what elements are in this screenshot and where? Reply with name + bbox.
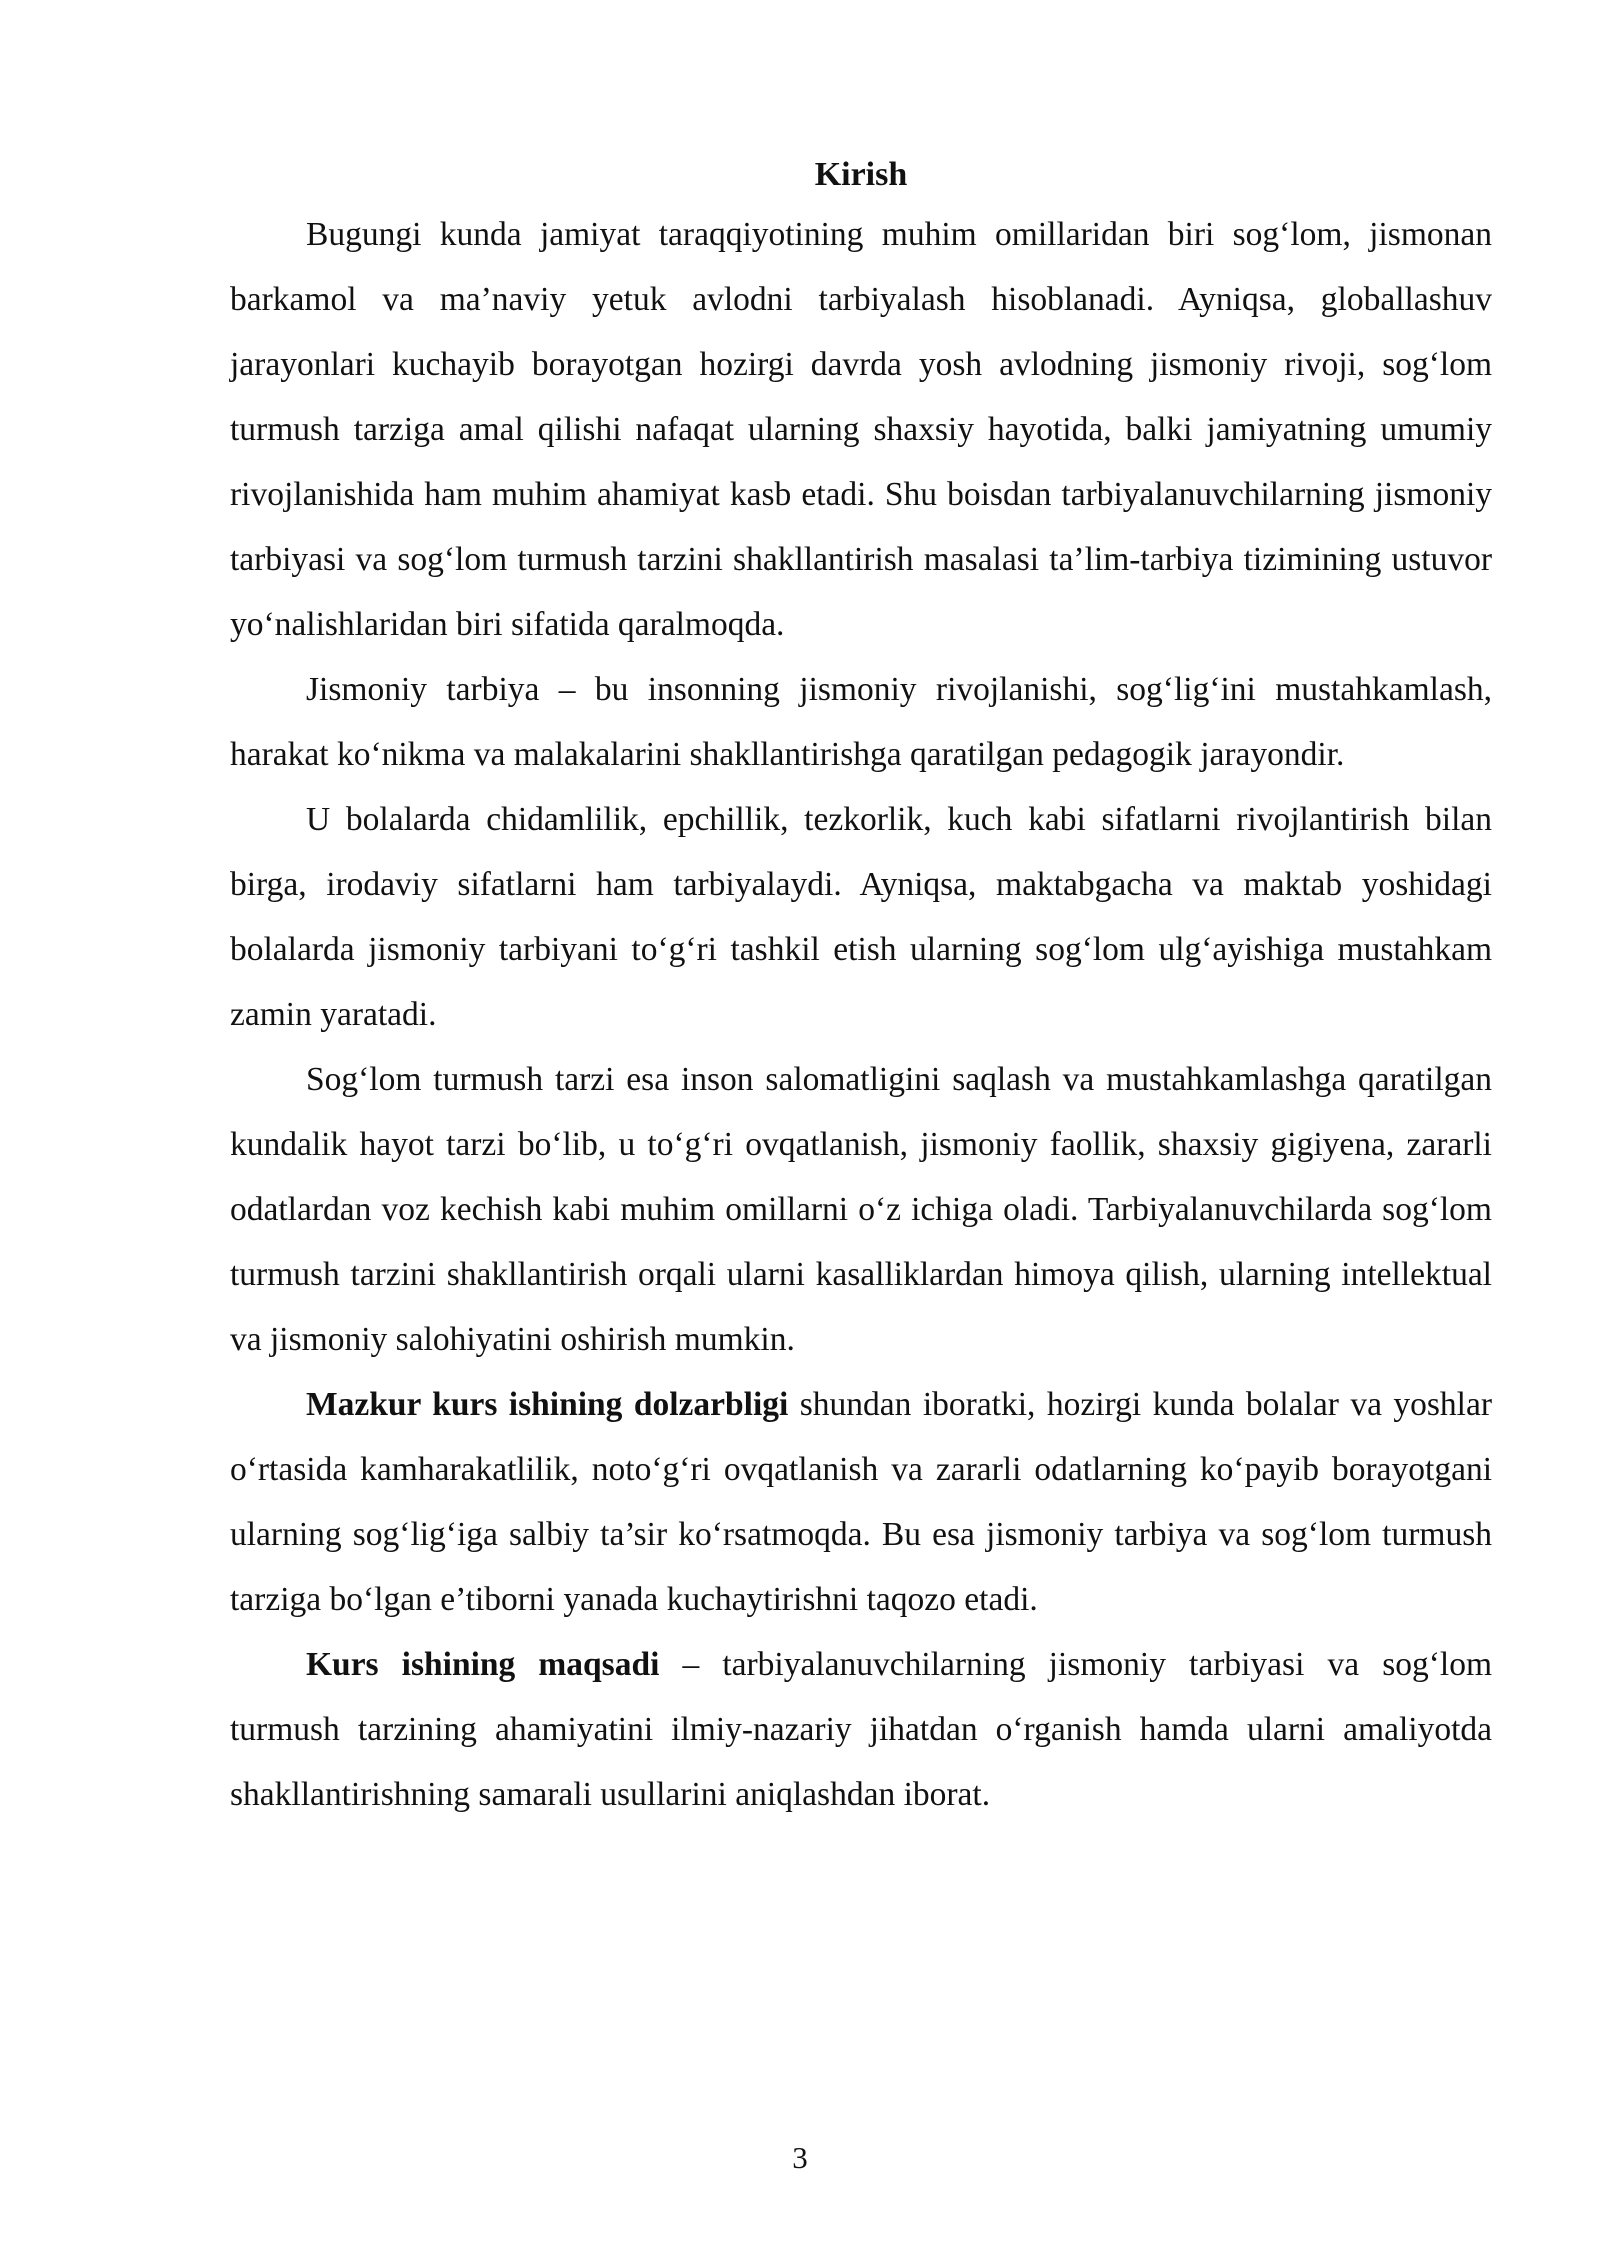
- paragraph-relevance: [230, 1372, 1492, 1632]
- paragraph-goal: [230, 1632, 1492, 1827]
- paragraph-child-qualities: U bolalarda chidamlilik, epchillik, tezkorlik, kuch kabi sifatlarni rivojlantirish bilan birga, irodaviy sifatlarni ham tarbiyalaydi. Ayniqsa, maktabgacha va maktab yoshidagi bolalarda jismoniy tarbiyani to‘g‘ri tashkil etish ularning sog‘lom ulg‘ayishiga mustahkam zamin yaratadi.: [230, 801, 1492, 1033]
- paragraph-introduction: Bugungi kunda jamiyat taraqqiyotining muhim omillaridan biri sog‘lom, jismonan barkamol va ma’naviy yetuk avlodni tarbiyalash hisoblanadi. Ayniqsa, globallashuv jarayonlari kuchayib borayotgan hozirgi davrda yosh avlodning jismoniy rivoji, sog‘lom turmush tarziga amal qilishi nafaqat ularning shaxsiy hayotida, balki jamiyatning umumiy rivojlanishida ham muhim ahamiyat kasb etadi. Shu boisdan tarbiyalanuvchilarning jismoniy tarbiyasi va sog‘lom turmush tarzini shakllantirish masalasi ta’lim-tarbiya tizimining ustuvor yo‘nalishlaridan biri sifatida qaralmoqda.: [230, 216, 1492, 643]
- goal-text: – tarbiyalanuvchilarning jismoniy tarbiyasi va sog‘lom turmush tarzining ahamiyatini ilmiy-nazariy jihatdan o‘rganish hamda ularni amaliyotda shakllantirishning samarali usullarini aniqlashdan iborat.: [230, 1646, 1493, 1813]
- paragraph-physical-education-definition: Jismoniy tarbiya – bu insonning jismoniy rivojlanishi, sog‘lig‘ini mustahkamlash, harakat ko‘nikma va malakalarini shakllantirishga qaratilgan pedagogik jarayondir.: [230, 671, 1492, 773]
- document-body: [230, 148, 1492, 1827]
- section-title: Kirish: [814, 156, 908, 193]
- relevance-text: shundan iboratki, hozirgi kunda bolalar va yoshlar o‘rtasida kamharakatlilik, noto‘g‘ri ovqatlanish va zararli odatlarning ko‘payib borayotgani ularning sog‘lig‘iga salbiy ta’sir ko‘rsatmoqda. Bu esa jismoniy tarbiya va sog‘lom turmush tarziga bo‘lgan e’tiborni yanada kuchaytirishni taqozo etadi.: [230, 1386, 1492, 1618]
- relevance-lead: Mazkur kurs ishining dolzarbligi: [306, 1386, 789, 1423]
- goal-lead: Kurs ishining maqsadi: [306, 1646, 660, 1683]
- paragraph-healthy-lifestyle: Sog‘lom turmush tarzi esa inson salomatligini saqlash va mustahkamlashga qaratilgan kundalik hayot tarzi bo‘lib, u to‘g‘ri ovqatlanish, jismoniy faollik, shaxsiy gigiyena, zararli odatlardan voz kechish kabi muhim omillarni o‘z ichiga oladi. Tarbiyalanuvchilarda sog‘lom turmush tarzini shakllantirish orqali ularni kasalliklardan himoya qilish, ularning intellektual va jismoniy salohiyatini oshirish mumkin.: [230, 1061, 1492, 1358]
- page-number: 3: [792, 2140, 808, 2175]
